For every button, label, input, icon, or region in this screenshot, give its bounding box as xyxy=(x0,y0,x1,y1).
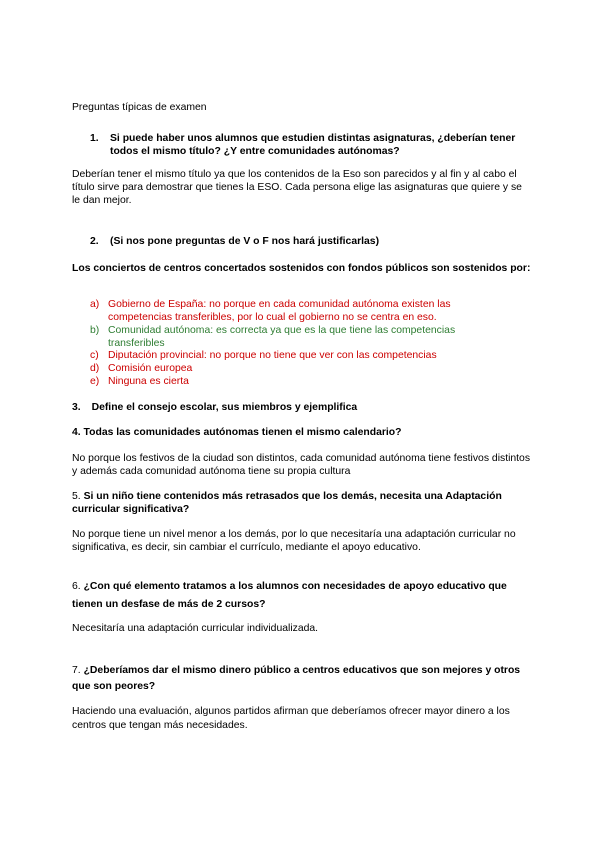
question-2-number: 2. xyxy=(90,236,99,247)
question-3-text: Define el consejo escolar, sus miembros y ejemplifica xyxy=(91,402,358,413)
question-6 xyxy=(72,578,532,614)
option-d-text: Comisión europea xyxy=(108,363,193,374)
question-6-text: ¿Con qué elemento tratamos a los alumnos con necesidades de apoyo educativo que tienen un desfase de más de 2 cursos? xyxy=(72,581,507,610)
question-1 xyxy=(90,132,530,160)
option-e-letter: e) xyxy=(90,376,100,387)
question-3-number: 3. xyxy=(72,402,81,413)
answer-1: Deberían tener el mismo título ya que los contenidos de la Eso son parecidos y al fin y al cabo el título sirve para demostrar que tienes la ESO. Cada persona elige las asignaturas que quiere y se le dan mejor. xyxy=(72,169,522,206)
answer-6: Necesitaría una adaptación curricular individualizada. xyxy=(72,623,319,634)
option-b-text: Comunidad autónoma: es correcta ya que es la que tiene las competencias transferibles xyxy=(108,325,456,349)
question-2-text: (Si nos pone preguntas de V o F nos hará justificarlas) xyxy=(110,236,380,247)
answer-5: No porque tiene un nivel menor a los demás, por lo que necesitaría una adaptación curricular no significativa, es decir, sin cambiar el currículo, mediante el apoyo educativo. xyxy=(72,529,516,553)
question-7-number: 7. xyxy=(72,665,81,676)
option-b xyxy=(90,324,530,350)
option-a xyxy=(90,298,530,324)
question-2-statement: Los conciertos de centros concertados sostenidos con fondos públicos son sostenidos por: xyxy=(72,263,531,274)
question-7-text: ¿Deberíamos dar el mismo dinero público a centros educativos que son mejores y otros que son peores? xyxy=(72,665,521,692)
question-6-number: 6. xyxy=(72,581,81,592)
question-7 xyxy=(72,663,532,695)
option-b-letter: b) xyxy=(90,325,100,336)
question-5-number: 5. xyxy=(72,491,81,502)
option-d-letter: d) xyxy=(90,363,100,374)
answer-7: Haciendo una evaluación, algunos partidos afirman que deberíamos ofrecer mayor dinero a los centros que tengan más necesidades. xyxy=(72,706,510,731)
question-5-text: Si un niño tiene contenidos más retrasados que los demás, necesita una Adaptación curricular significativa? xyxy=(72,491,502,515)
option-a-letter: a) xyxy=(90,299,100,310)
document-title: Preguntas típicas de examen xyxy=(72,102,207,113)
option-c-letter: c) xyxy=(90,350,99,361)
answer-4: No porque los festivos de la ciudad son distintos, cada comunidad autónoma tiene festivos distintos y además cada comunidad autónoma tiene su propia cultura xyxy=(72,453,531,477)
question-3 xyxy=(72,401,532,414)
option-a-text: Gobierno de España: no porque en cada comunidad autónoma existen las competencias transferibles, por lo cual el gobierno no se centra en eso. xyxy=(108,299,451,323)
option-e-text: Ninguna es cierta xyxy=(108,376,189,387)
option-c-text: Diputación provincial: no porque no tiene que ver con las competencias xyxy=(108,350,437,361)
question-4: 4. Todas las comunidades autónomas tienen el mismo calendario? xyxy=(72,427,402,438)
question-1-number: 1. xyxy=(90,133,99,144)
question-5 xyxy=(72,490,532,516)
question-1-text: Si puede haber unos alumnos que estudien distintas asignaturas, ¿deberían tener todos el mismo título? ¿Y entre comunidades autónomas? xyxy=(110,133,516,157)
